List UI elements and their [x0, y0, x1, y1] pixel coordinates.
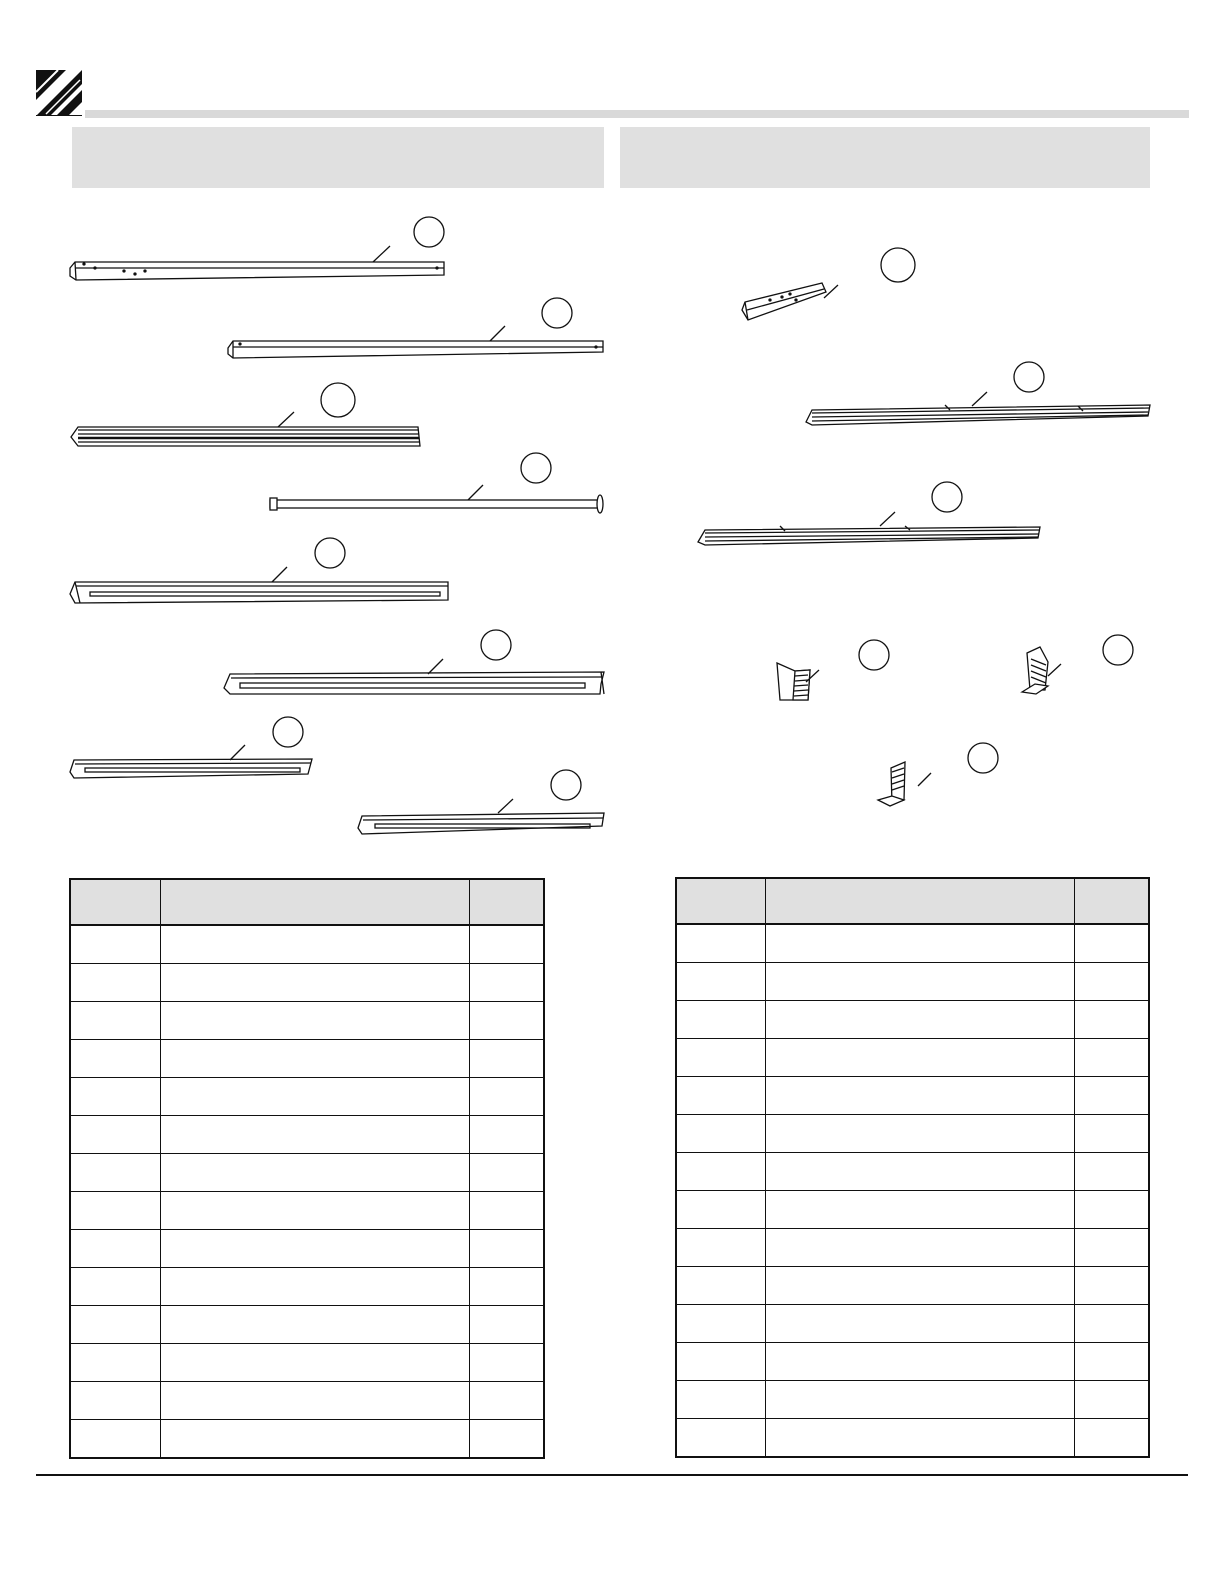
- cell-description: [766, 1381, 1075, 1419]
- cell-quantity: [1075, 1381, 1150, 1419]
- part-drawing-channel-5: [70, 582, 448, 603]
- cell-description: [161, 1078, 470, 1116]
- table-row: [70, 1116, 544, 1154]
- table-header-row: [70, 879, 544, 925]
- cell-description: [766, 1343, 1075, 1381]
- parts-table-right: [675, 877, 1150, 1458]
- cell-quantity: [470, 1040, 545, 1078]
- part-drawing-plate-14: [878, 762, 905, 806]
- table-row: [676, 924, 1149, 963]
- cell-number: [676, 1191, 766, 1229]
- cell-number: [70, 1002, 161, 1040]
- cell-quantity: [470, 925, 545, 964]
- callout-9: [824, 248, 915, 298]
- callout-8: [498, 770, 581, 813]
- cell-number: [70, 1154, 161, 1192]
- cell-number: [676, 1153, 766, 1191]
- part-drawing-rail-2: [228, 341, 603, 358]
- cell-quantity: [470, 1078, 545, 1116]
- table-header-row: [676, 878, 1149, 924]
- cell-number: [676, 1419, 766, 1458]
- cell-number: [676, 1343, 766, 1381]
- table-row: [676, 1077, 1149, 1115]
- cell-number: [676, 924, 766, 963]
- cell-description: [161, 1268, 470, 1306]
- callout-2: [490, 298, 572, 341]
- cell-description: [766, 1039, 1075, 1077]
- cell-quantity: [1075, 1305, 1150, 1343]
- cell-description: [161, 1306, 470, 1344]
- table-row: [70, 1344, 544, 1382]
- cell-number: [676, 1039, 766, 1077]
- cell-description: [161, 925, 470, 964]
- cell-number: [70, 925, 161, 964]
- table-row: [676, 1267, 1149, 1305]
- table-row: [676, 1001, 1149, 1039]
- cell-quantity: [470, 964, 545, 1002]
- cell-quantity: [470, 1268, 545, 1306]
- cell-description: [161, 964, 470, 1002]
- cell-quantity: [1075, 1419, 1150, 1458]
- callout-3: [278, 383, 355, 427]
- cell-number: [70, 1268, 161, 1306]
- cell-quantity: [1075, 1267, 1150, 1305]
- col-header-description: [161, 879, 470, 925]
- cell-number: [70, 964, 161, 1002]
- cell-number: [676, 1381, 766, 1419]
- table-row: [70, 1002, 544, 1040]
- table-row: [70, 1420, 544, 1459]
- callout-12: [806, 640, 889, 682]
- cell-number: [676, 1001, 766, 1039]
- table-row: [70, 1306, 544, 1344]
- table-row: [70, 1230, 544, 1268]
- cell-quantity: [1075, 1077, 1150, 1115]
- part-drawing-tube-4: [270, 495, 603, 513]
- table-row: [70, 1040, 544, 1078]
- cell-description: [161, 1382, 470, 1420]
- callout-6: [428, 630, 511, 674]
- col-header-description: [766, 878, 1075, 924]
- cell-quantity: [1075, 924, 1150, 963]
- table-row: [676, 1419, 1149, 1458]
- callout-10: [972, 362, 1044, 406]
- cell-description: [161, 1002, 470, 1040]
- cell-number: [70, 1344, 161, 1382]
- callout-13: [1048, 635, 1133, 676]
- cell-quantity: [470, 1420, 545, 1459]
- part-drawing-plate-12: [777, 663, 810, 700]
- cell-description: [766, 924, 1075, 963]
- part-drawing-bracket-9: [742, 283, 826, 320]
- table-row: [676, 1305, 1149, 1343]
- callout-5: [272, 538, 345, 582]
- cell-quantity: [1075, 1001, 1150, 1039]
- part-drawing-rail-1: [70, 262, 444, 280]
- cell-description: [161, 1192, 470, 1230]
- table-row: [676, 1229, 1149, 1267]
- cell-quantity: [470, 1230, 545, 1268]
- part-drawing-angle-11: [698, 526, 1040, 545]
- cell-description: [161, 1116, 470, 1154]
- part-drawing-channel-7: [70, 759, 312, 778]
- part-drawing-plate-13: [1022, 647, 1048, 694]
- cell-quantity: [470, 1344, 545, 1382]
- cell-description: [766, 1115, 1075, 1153]
- table-row: [70, 925, 544, 964]
- table-row: [70, 1192, 544, 1230]
- cell-quantity: [1075, 1153, 1150, 1191]
- callout-4: [468, 453, 551, 500]
- cell-quantity: [470, 1154, 545, 1192]
- cell-number: [676, 963, 766, 1001]
- cell-quantity: [1075, 963, 1150, 1001]
- cell-number: [70, 1382, 161, 1420]
- cell-description: [161, 1230, 470, 1268]
- table-row: [676, 963, 1149, 1001]
- cell-description: [766, 1001, 1075, 1039]
- cell-quantity: [470, 1382, 545, 1420]
- table-row: [70, 1078, 544, 1116]
- table-row: [676, 1039, 1149, 1077]
- part-drawing-angle-10: [806, 405, 1150, 425]
- col-header-quantity: [470, 879, 545, 925]
- callout-14: [918, 743, 998, 786]
- cell-description: [766, 1191, 1075, 1229]
- cell-number: [676, 1229, 766, 1267]
- cell-number: [70, 1192, 161, 1230]
- cell-description: [766, 1077, 1075, 1115]
- cell-description: [766, 1419, 1075, 1458]
- cell-description: [161, 1420, 470, 1459]
- cell-description: [766, 963, 1075, 1001]
- cell-quantity: [470, 1002, 545, 1040]
- table-row: [676, 1115, 1149, 1153]
- footer-rule: [36, 1474, 1188, 1476]
- cell-number: [70, 1230, 161, 1268]
- cell-description: [161, 1344, 470, 1382]
- cell-quantity: [1075, 1229, 1150, 1267]
- callout-1: [373, 217, 444, 262]
- table-row: [70, 1382, 544, 1420]
- cell-number: [70, 1420, 161, 1459]
- cell-number: [676, 1077, 766, 1115]
- cell-quantity: [1075, 1191, 1150, 1229]
- table-row: [70, 1154, 544, 1192]
- table-row: [676, 1191, 1149, 1229]
- table-row: [676, 1153, 1149, 1191]
- cell-number: [676, 1115, 766, 1153]
- cell-number: [70, 1306, 161, 1344]
- col-header-number: [676, 878, 766, 924]
- table-row: [70, 964, 544, 1002]
- callout-7: [230, 717, 303, 760]
- cell-description: [766, 1153, 1075, 1191]
- cell-quantity: [470, 1116, 545, 1154]
- cell-number: [70, 1116, 161, 1154]
- cell-quantity: [1075, 1115, 1150, 1153]
- cell-quantity: [470, 1192, 545, 1230]
- table-row: [676, 1343, 1149, 1381]
- table-row: [676, 1381, 1149, 1419]
- col-header-quantity: [1075, 878, 1150, 924]
- part-drawing-channel-6: [224, 672, 604, 694]
- cell-quantity: [470, 1306, 545, 1344]
- parts-table-left: [69, 878, 545, 1459]
- cell-number: [70, 1078, 161, 1116]
- cell-description: [766, 1305, 1075, 1343]
- part-drawing-channel-3: [71, 427, 420, 446]
- cell-description: [766, 1267, 1075, 1305]
- cell-description: [161, 1040, 470, 1078]
- cell-quantity: [1075, 1343, 1150, 1381]
- col-header-number: [70, 879, 161, 925]
- cell-number: [70, 1040, 161, 1078]
- table-row: [70, 1268, 544, 1306]
- cell-description: [766, 1229, 1075, 1267]
- cell-quantity: [1075, 1039, 1150, 1077]
- cell-description: [161, 1154, 470, 1192]
- cell-number: [676, 1305, 766, 1343]
- part-drawing-channel-8: [358, 813, 604, 834]
- callout-11: [880, 482, 962, 526]
- cell-number: [676, 1267, 766, 1305]
